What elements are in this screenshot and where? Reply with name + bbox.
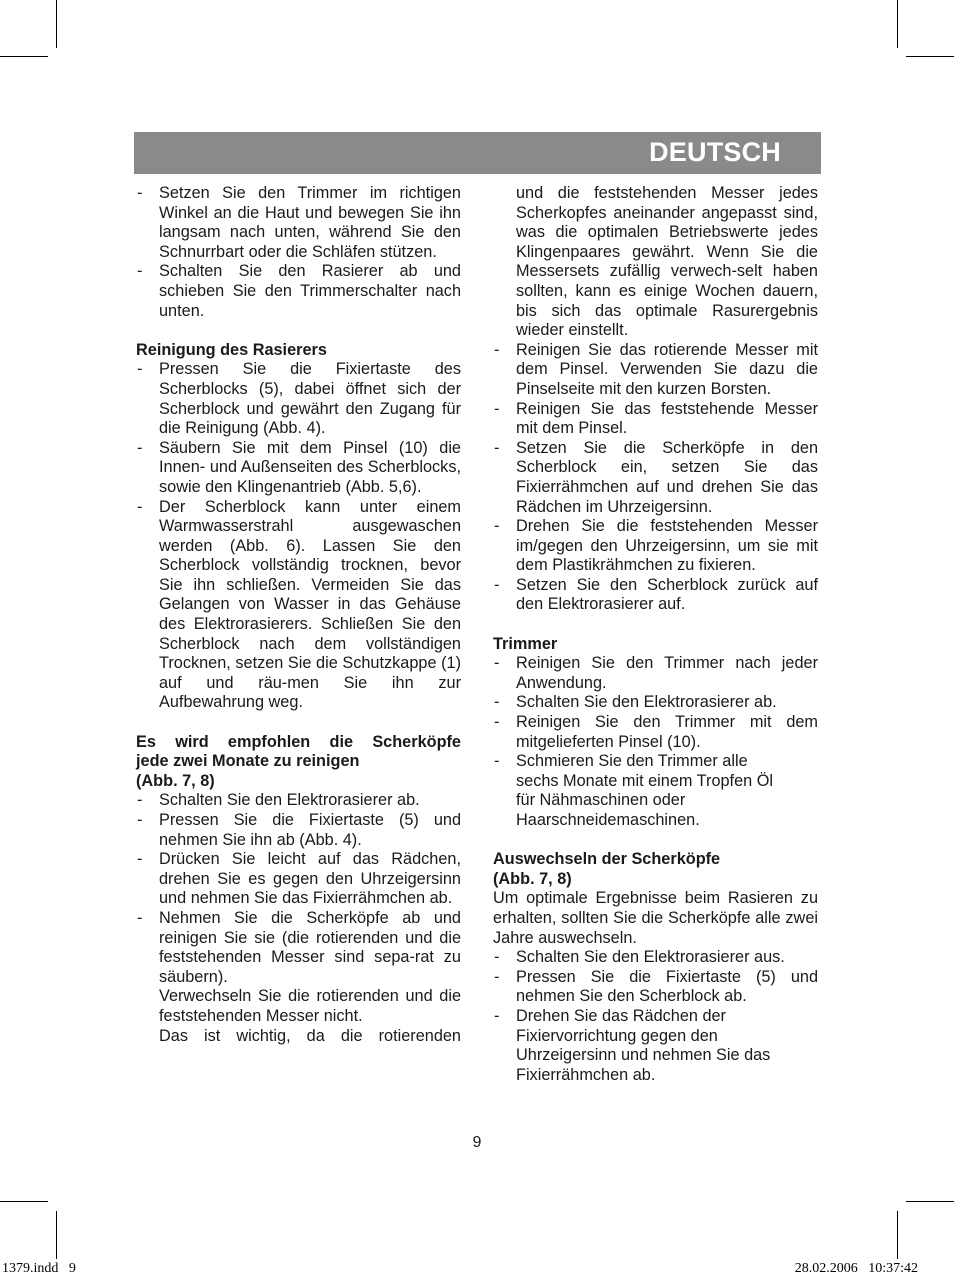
continued-text: und die feststehenden Messer jedes Scherkopfes aneinander angepasst sind, was die optimalen Betriebswerte jedes Klingenpaares gewährt. Wenn Sie die Messersets zufällig verwech-selt haben sollten, kann es einige Wochen dauern, bis sich das optimale Rasurergebnis wieder einstellt. [516,184,818,340]
crop-mark-bottom-right-horizontal [906,1201,954,1202]
list-item: - Drehen Sie die feststehenden Messer im/gegen den Uhrzeigersinn, um sie mit dem Plastikrähmchen zu fixieren. [494,517,818,575]
continued-text: Das ist wichtig, da die rotierenden [159,1026,461,1045]
bullet-dash: - [137,811,143,829]
list-item: - Drehen Sie das Rädchen der Fixiervorrichtung gegen den Uhrzeigersinn und nehmen Sie das Fixierrähmchen ab. [494,1006,771,1084]
list-item: - Pressen Sie die Fixiertaste des Scherblocks (5), dabei öffnet sich der Scherblock und gewährt den Zugang für die Reinigung (Abb. 4). [137,360,461,438]
list-item: - Säubern Sie mit dem Pinsel (10) die Innen- und Außenseiten des Scherblocks, sowie den Klingenantrieb (Abb. 5,6). [137,438,461,496]
bullet-dash: - [137,791,143,810]
footer-file-info: 1379.indd 9 [2,1261,76,1276]
bullet-dash: - [494,1006,500,1025]
list-item: - Reinigen Sie das rotierende Messer mit dem Pinsel. Verwenden Sie dazu die Pinselseite mit den kurzen Borsten. [494,340,818,398]
list-item: - Schmieren Sie den Trimmer alle sechs Monate mit einem Tropfen Öl für Nähmaschinen oder Haarschneidemaschinen. [494,752,773,829]
list-item: - Reinigen Sie den Trimmer nach jeder Anwendung. [494,654,818,692]
continued-text: Verwechseln Sie die rotierenden und die feststehenden Messer nicht. [159,987,461,1025]
list-item: - Schalten Sie den Elektrorasierer ab. [494,693,777,712]
language-header-bar [134,132,821,174]
list-item: - Der Scherblock kann unter einem Warmwasserstrahl ausgewaschen werden (Abb. 6). Lassen Sie den Scherblock vollständig trocknen, bevor Sie ihn schließen. Vermeiden Sie das Gelangen von Wasser in das Gehäuse des Elektrorasierers. Schließen Sie den Scherblock nach dem vollständigen Trocknen, setzen Sie die Schutzkappe (1) auf und räu-men Sie ihn zur Aufbewahrung weg. [137,497,461,712]
crop-mark-top-right-horizontal [906,56,954,57]
list-item: - Schalten Sie den Rasierer ab und schieben Sie den Trimmerschalter nach unten. [137,262,461,320]
section-heading-cleaning: Reinigung des Rasierers [136,340,327,359]
bullet-dash: - [137,497,143,516]
list-item: - Pressen Sie die Fixiertaste (5) und nehmen Sie den Scherblock ab. [494,967,818,1006]
list-item: - Drücken Sie leicht auf das Rädchen, drehen Sie es gegen den Uhrzeigersinn und nehmen Sie das Fixierrähmchen ab. [137,850,461,908]
crop-mark-top-right-vertical [897,0,898,48]
bullet-dash: - [494,948,500,967]
crop-mark-top-left-horizontal [0,56,48,57]
crop-mark-bottom-right-vertical [897,1211,898,1259]
list-item: - Pressen Sie die Fixiertaste (5) und nehmen Sie ihn ab (Abb. 4). [137,811,461,849]
bullet-dash: - [494,438,500,457]
language-title: DEUTSCH [649,137,781,167]
bullet-dash: - [137,184,143,202]
bullet-dash: - [494,713,500,732]
paragraph: Um optimale Ergebnisse beim Rasieren zu erhalten, sollten Sie die Scherköpfe alle zwei Jahre auswechseln. [493,889,818,947]
section-heading-recommend: Es wird empfohlen die Scherköpfe jede zwei Monate zu reinigen (Abb. 7, 8) [136,732,461,790]
bullet-dash: - [137,360,143,379]
bullet-dash: - [494,575,500,594]
bullet-dash: - [137,262,143,281]
list-item: - Schalten Sie den Elektrorasierer aus. [494,948,785,967]
bullet-dash: - [494,399,500,418]
list-item: - Reinigen Sie den Trimmer mit dem mitgelieferten Pinsel (10). [494,713,818,751]
bullet-dash: - [137,850,143,869]
section-heading-replace: Auswechseln der Scherköpfe (Abb. 7, 8) [493,850,721,888]
bullet-dash: - [494,340,500,359]
crop-mark-bottom-left-horizontal [0,1201,48,1202]
footer-timestamp: 28.02.2006 10:37:42 [794,1261,918,1276]
bullet-dash: - [137,438,143,457]
right-column [493,184,818,1085]
bullet-dash: - [494,752,500,771]
bullet-dash: - [494,967,500,986]
crop-mark-bottom-left-vertical [56,1211,57,1259]
section-heading-trimmer: Trimmer [493,634,558,653]
list-item: - Setzen Sie den Scherblock zurück auf den Elektrorasierer auf. [494,575,818,614]
list-item: - Setzen Sie die Scherköpfe in den Scherblock ein, setzen Sie das Fixierrähmchen auf und drehen Sie das Rädchen im Uhrzeigersinn. [494,438,818,516]
crop-mark-top-left-vertical [56,0,57,48]
list-item: - Nehmen Sie die Scherköpfe ab und reinigen Sie sie (die rotierenden und die feststehenden Messer sind sepa-rat zu säubern). [137,908,461,986]
list-item: - Setzen Sie den Trimmer im richtigen Winkel an die Haut und bewegen Sie ihn langsam nach unten, während Sie den Schnurrbart oder die Schläfen stützen. [137,184,461,261]
bullet-dash: - [137,908,143,927]
left-column [136,184,461,1046]
list-item: - Reinigen Sie das feststehende Messer mit dem Pinsel. [494,399,818,438]
bullet-dash: - [494,693,500,712]
bullet-dash: - [494,654,500,673]
bullet-dash: - [494,517,500,536]
list-item: - Schalten Sie den Elektrorasierer ab. [137,791,420,810]
page-number: 9 [472,1134,482,1151]
